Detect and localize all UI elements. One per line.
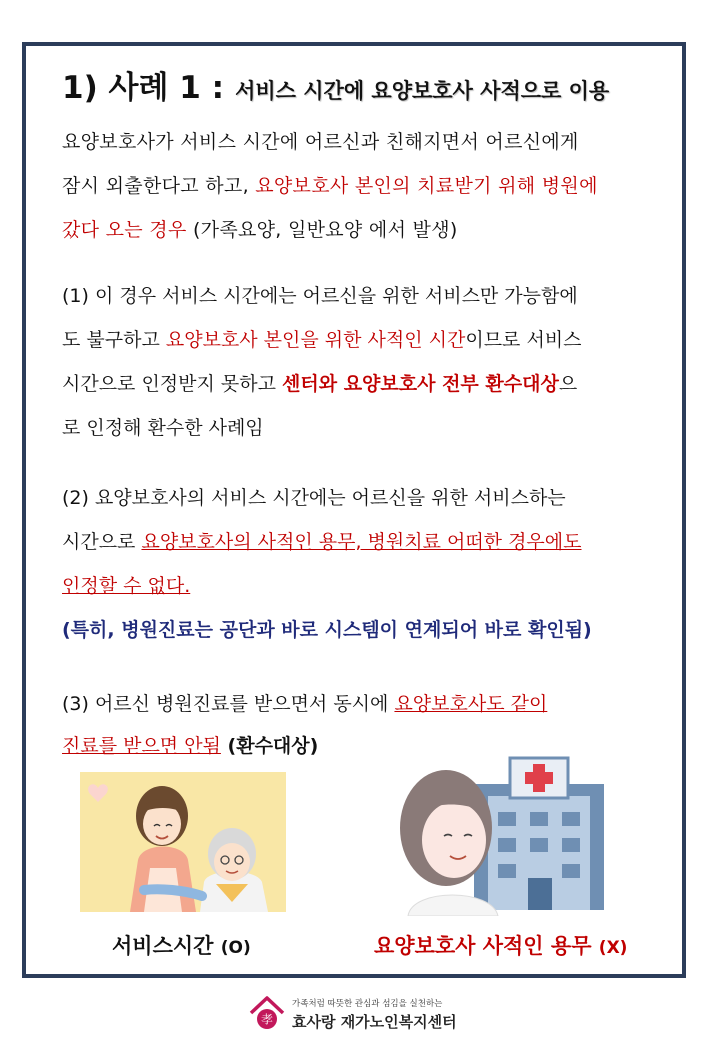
point-1-line-2-highlight: 요양보호사 본인을 위한 사적인 시간 bbox=[165, 329, 466, 351]
point-1-line-2-tail: 이므로 서비스 bbox=[465, 329, 582, 351]
point-1-line-2 bbox=[62, 318, 662, 362]
logo-character: 孝 bbox=[260, 1012, 274, 1027]
point-1-line-3-tail: 으 bbox=[558, 373, 578, 395]
point-1-line-1: (1) 이 경우 서비스 시간에는 어르신을 위한 서비스만 가능함에 bbox=[62, 285, 578, 307]
case-line-2-text: 잠시 외출한다고 하고, bbox=[62, 175, 256, 197]
point-3-line-1-text: (3) 어르신 병원진료를 받으면서 동시에 bbox=[62, 693, 395, 715]
case-line-3 bbox=[62, 208, 662, 252]
point-2-line-3 bbox=[62, 564, 662, 608]
point-1 bbox=[62, 274, 662, 450]
footer-slogan: 가족처럼 따뜻한 관심과 섬김을 실천하는 bbox=[292, 999, 443, 1009]
case-line-3-note: (가족요양, 일반요양 에서 발생) bbox=[186, 219, 458, 241]
title-main: 1) 사례 1 : bbox=[62, 70, 224, 106]
point-1-line-3-highlight: 센터와 요양보호사 전부 환수대상 bbox=[282, 373, 559, 395]
caregiver-illustration bbox=[80, 772, 286, 912]
point-2-line-2-text: 시간으로 bbox=[62, 531, 142, 553]
title-subtitle: 서비스 시간에 요양보호사 사적으로 이용 bbox=[235, 79, 610, 103]
caption-private-errand-text: 요양보호사 사적인 용무 bbox=[374, 934, 599, 958]
footer-organization bbox=[248, 994, 488, 1034]
caption-service-time bbox=[112, 930, 251, 960]
footer-org-name: 효사랑 재가노인복지센터 bbox=[292, 1013, 457, 1031]
point-3-line-1-highlight: 요양보호사도 같이 bbox=[394, 693, 548, 715]
point-2-note: (특히, 병원진료는 공단과 바로 시스템이 연계되어 바로 확인됨) bbox=[62, 619, 592, 641]
point-1-line-3 bbox=[62, 362, 662, 406]
point-3-line-2-tail: (환수대상) bbox=[220, 735, 319, 757]
point-3-line-1 bbox=[62, 683, 662, 725]
case-line-3-highlight: 갔다 오는 경우 bbox=[62, 219, 187, 241]
point-3-line-2-highlight: 진료를 받으면 안됨 bbox=[62, 735, 221, 757]
point-2-line-2 bbox=[62, 520, 662, 564]
point-1-line-2-text: 도 불구하고 bbox=[62, 329, 166, 351]
case-description bbox=[62, 120, 662, 252]
caption-private-errand bbox=[374, 930, 627, 960]
caption-service-time-text: 서비스시간 bbox=[112, 934, 221, 958]
point-2-line-2-highlight: 요양보호사의 사적인 용무, 병원치료 어떠한 경우에도 bbox=[141, 531, 582, 553]
point-2-line-3-highlight: 인정할 수 없다. bbox=[62, 575, 191, 597]
house-logo-icon bbox=[248, 994, 286, 1032]
page-title bbox=[62, 62, 609, 107]
case-line-2-highlight: 요양보호사 본인의 치료받기 위해 병원에 bbox=[255, 175, 598, 197]
case-line-2 bbox=[62, 164, 662, 208]
caption-private-errand-mark: (X) bbox=[598, 938, 628, 958]
point-1-line-4: 로 인정해 환수한 사례임 bbox=[62, 417, 264, 439]
caption-service-time-mark: (O) bbox=[220, 938, 251, 958]
point-1-line-3-text: 시간으로 인정받지 못하고 bbox=[62, 373, 283, 395]
point-2-line-1: (2) 요양보호사의 서비스 시간에는 어르신을 위한 서비스하는 bbox=[62, 487, 566, 509]
hospital-illustration bbox=[388, 738, 624, 916]
point-2 bbox=[62, 476, 662, 652]
case-line-1: 요양보호사가 서비스 시간에 어르신과 친해지면서 어르신에게 bbox=[62, 131, 579, 153]
